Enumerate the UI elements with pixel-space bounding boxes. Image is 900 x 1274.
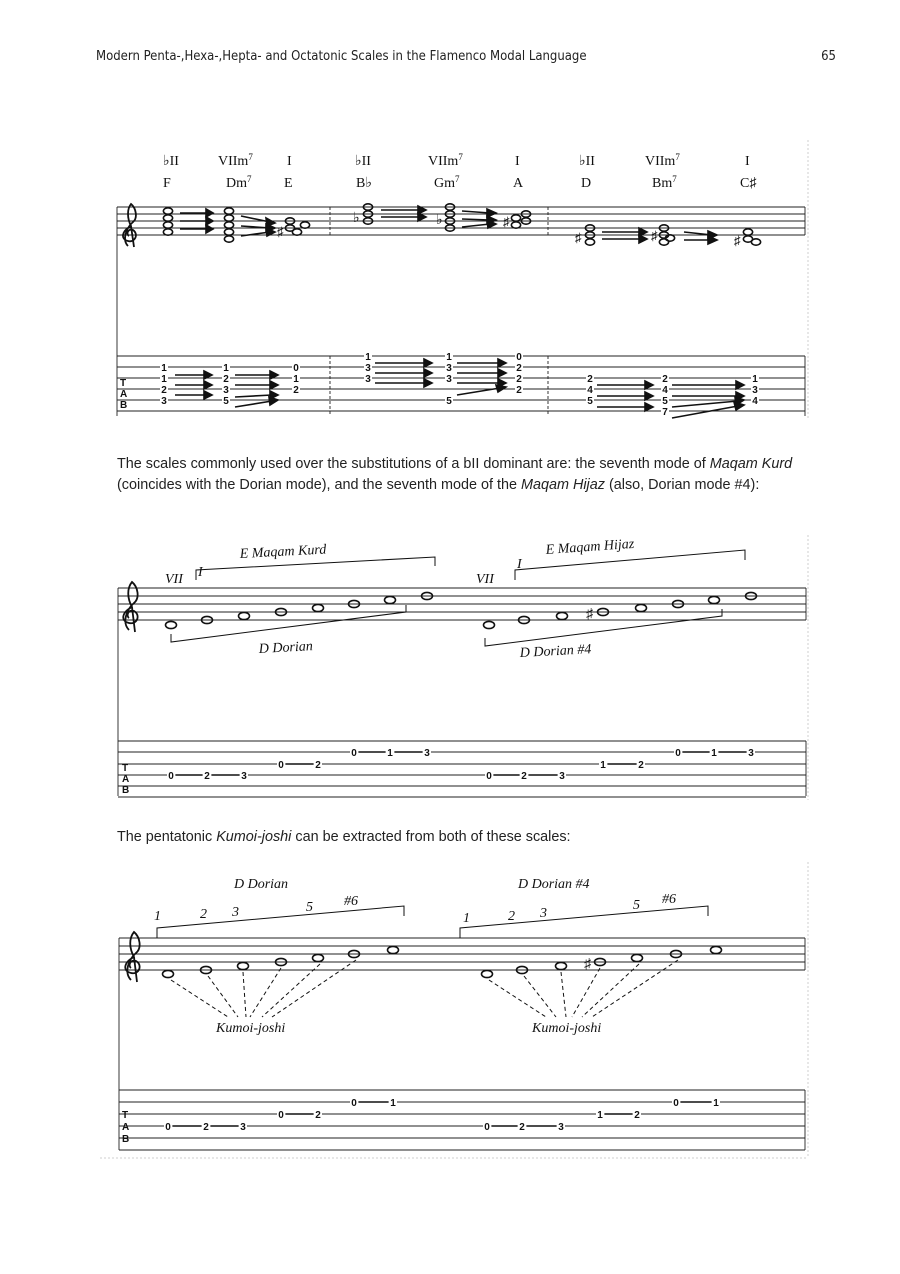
- tab-fret-number: 1: [390, 1098, 396, 1109]
- tab-fret-number: 7: [662, 407, 668, 418]
- treble-clef-icon: [123, 582, 137, 632]
- sharp-icon: ♯: [575, 230, 582, 245]
- chord-name: D: [581, 176, 592, 191]
- chord-degree: I: [745, 154, 750, 169]
- tab-fret-number: 2: [293, 385, 299, 396]
- sharp-icon: ♯: [277, 224, 284, 239]
- tab-letter: A: [120, 389, 128, 400]
- tab-fret-number: 0: [673, 1098, 679, 1109]
- tab-fret-number: 0: [278, 1110, 284, 1121]
- tab-fret-number: 2: [519, 1122, 525, 1133]
- tab-fret-number: 1: [161, 363, 167, 374]
- tab-fret-number: 1: [597, 1110, 603, 1121]
- flat-icon: ♭: [436, 213, 443, 228]
- degree-label: 2: [200, 907, 207, 922]
- tab-fret-number: 2: [634, 1110, 640, 1121]
- chord-degree: VIIm$^7$: [428, 152, 463, 169]
- tab-fret-number: 3: [365, 374, 371, 385]
- degree-label: 1: [154, 909, 161, 924]
- degree-label: #6: [344, 894, 358, 909]
- chord-degree: ♭II: [163, 154, 179, 169]
- degree-label: 1: [463, 911, 470, 926]
- tab-fret-number: 0: [516, 352, 522, 363]
- degree-label: 3: [540, 906, 547, 921]
- chord-name: Dm$^7$: [226, 174, 252, 191]
- degree-label: #6: [662, 892, 676, 907]
- tab-letter: T: [122, 1110, 129, 1121]
- tab-fret-number: 2: [662, 374, 668, 385]
- tab-fret-number: 1: [752, 374, 758, 385]
- tab-fret-number: 3: [161, 396, 167, 407]
- example-1-chord-symbols: [163, 152, 757, 191]
- paragraph-text: The scales commonly used over the substitutions of a bII dominant are: the seventh mode of: [117, 456, 710, 472]
- example-3-tab-numbers: [164, 1098, 720, 1133]
- tab-fret-number: 2: [203, 1122, 209, 1133]
- running-header-title: Modern Penta-,Hexa-,Hepta- and Octatonic Scales in the Flamenco Modal Language: [96, 49, 587, 64]
- tab-fret-number: 3: [223, 385, 229, 396]
- paragraph-emphasis: Maqam Kurd: [709, 456, 793, 472]
- tab-fret-number: 2: [315, 1110, 321, 1121]
- tab-fret-number: 0: [351, 1098, 357, 1109]
- scale-label: E Maqam Kurd: [239, 542, 327, 562]
- treble-clef-icon: [123, 204, 136, 247]
- sharp-icon: ♯: [586, 607, 593, 622]
- chord-degree: I: [515, 154, 520, 169]
- paragraph-text: (coincides with the Dorian mode), and the seventh mode of the: [117, 477, 521, 493]
- example-3-labels: [154, 877, 676, 1036]
- example-1-chord-notes: [163, 204, 760, 245]
- tab-fret-number: 5: [223, 396, 229, 407]
- tab-fret-number: 2: [587, 374, 593, 385]
- tab-fret-number: 1: [161, 374, 167, 385]
- scale-label: D Dorian #4: [518, 877, 590, 892]
- scale-label: E Maqam Hijaz: [545, 536, 635, 558]
- degree-label: 3: [232, 905, 239, 920]
- tab-fret-number: 3: [558, 1122, 564, 1133]
- scale-label: D Dorian: [234, 877, 289, 892]
- tab-fret-number: 0: [486, 771, 492, 782]
- tab-letter: B: [120, 400, 128, 411]
- tab-fret-number: 0: [168, 771, 174, 782]
- tab-fret-number: 3: [446, 374, 452, 385]
- chord-name: B♭: [356, 176, 372, 191]
- tab-fret-number: 5: [446, 396, 452, 407]
- tab-fret-number: 1: [387, 748, 393, 759]
- tab-fret-number: 1: [711, 748, 717, 759]
- tab-fret-number: 2: [516, 385, 522, 396]
- paragraph-text: The pentatonic: [117, 829, 217, 845]
- example-2-labels: [165, 537, 635, 661]
- tab-clef: [120, 378, 127, 411]
- chord-name: F: [163, 176, 171, 191]
- tab-clef: [122, 1110, 129, 1145]
- tab-fret-number: 2: [315, 760, 321, 771]
- chord-degree: ♭II: [579, 154, 595, 169]
- tab-fret-number: 3: [241, 771, 247, 782]
- example-2-brackets: [171, 550, 745, 646]
- tab-fret-number: 2: [516, 374, 522, 385]
- degree-label: VII: [165, 572, 183, 587]
- degree-label: 5: [633, 898, 640, 913]
- chord-degree: I: [287, 154, 292, 169]
- tab-fret-number: 2: [516, 363, 522, 374]
- tab-fret-number: 1: [600, 760, 606, 771]
- tab-letter: A: [122, 774, 130, 785]
- tab-fret-number: 0: [293, 363, 299, 374]
- chord-name: Gm$^7$: [434, 174, 460, 191]
- tab-fret-number: 3: [365, 363, 371, 374]
- tab-clef: [122, 763, 129, 796]
- page-number: 65: [821, 49, 836, 64]
- tab-fret-number: 0: [484, 1122, 490, 1133]
- tab-fret-number: 5: [587, 396, 593, 407]
- tab-fret-number: 1: [446, 352, 452, 363]
- tab-fret-number: 4: [752, 396, 758, 407]
- degree-label: I: [198, 565, 203, 580]
- kumoi-label: Kumoi-joshi: [216, 1021, 286, 1036]
- tab-fret-number: 3: [559, 771, 565, 782]
- tab-fret-number: 0: [278, 760, 284, 771]
- paragraph-text: (also, Dorian mode #4):: [604, 477, 760, 493]
- tab-fret-number: 3: [240, 1122, 246, 1133]
- tab-letter: T: [122, 763, 129, 774]
- chord-degree: VIIm$^7$: [218, 152, 253, 169]
- scale-label: D Dorian #4: [519, 642, 592, 661]
- tab-fret-number: 1: [365, 352, 371, 363]
- tab-fret-number: 0: [165, 1122, 171, 1133]
- tab-fret-number: 5: [662, 396, 668, 407]
- degree-label: 2: [508, 909, 515, 924]
- tab-fret-number: 2: [204, 771, 210, 782]
- chord-name: E: [284, 176, 293, 191]
- tab-fret-number: 4: [662, 385, 668, 396]
- example-1-accidentals: [277, 211, 741, 248]
- sharp-icon: ♯: [503, 214, 510, 229]
- example-2-tab-staff: [118, 741, 806, 797]
- tab-letter: B: [122, 1134, 130, 1145]
- tab-fret-number: 3: [424, 748, 430, 759]
- scan-edge: [100, 140, 808, 1158]
- tab-fret-number: 3: [752, 385, 758, 396]
- example-3-staff: [119, 938, 805, 1150]
- tab-fret-number: 0: [351, 748, 357, 759]
- paragraph-text: can be extracted from both of these scales:: [291, 829, 571, 845]
- tab-fret-number: 2: [161, 385, 167, 396]
- degree-label: VII: [476, 572, 494, 587]
- chord-name: C♯: [740, 176, 757, 191]
- example-2-tab-numbers: [167, 748, 755, 782]
- example-1-tab-arrows: [175, 359, 744, 418]
- degree-label: 5: [306, 900, 313, 915]
- chord-degree: VIIm$^7$: [645, 152, 680, 169]
- tab-letter: T: [120, 378, 127, 389]
- tab-letter: B: [122, 785, 130, 796]
- flat-icon: ♭: [353, 211, 360, 226]
- tab-fret-number: 2: [521, 771, 527, 782]
- chord-name: A: [513, 176, 524, 191]
- tab-fret-number: 1: [713, 1098, 719, 1109]
- sharp-icon: ♯: [734, 233, 741, 248]
- tab-fret-number: 0: [675, 748, 681, 759]
- example-2-staff: [118, 588, 806, 796]
- degree-label: I: [517, 557, 522, 572]
- tab-fret-number: 4: [587, 385, 593, 396]
- tab-fret-number: 2: [638, 760, 644, 771]
- paragraph-emphasis: Kumoi-joshi: [216, 829, 292, 845]
- example-3-brackets: [157, 906, 708, 938]
- tab-fret-number: 1: [223, 363, 229, 374]
- sharp-icon: ♯: [651, 228, 658, 243]
- sharp-icon: ♯: [584, 957, 591, 972]
- tab-fret-number: 3: [446, 363, 452, 374]
- treble-clef-icon: [125, 932, 139, 982]
- scale-label: D Dorian: [258, 639, 314, 657]
- tab-fret-number: 3: [748, 748, 754, 759]
- kumoi-label: Kumoi-joshi: [532, 1021, 602, 1036]
- paragraph-emphasis: Maqam Hijaz: [520, 477, 605, 493]
- tab-fret-number: 2: [223, 374, 229, 385]
- tab-letter: A: [122, 1122, 130, 1133]
- chord-degree: ♭II: [355, 154, 371, 169]
- example-3-tab-staff: [119, 1090, 805, 1150]
- tab-fret-number: 1: [293, 374, 299, 385]
- chord-name: Bm$^7$: [652, 174, 677, 191]
